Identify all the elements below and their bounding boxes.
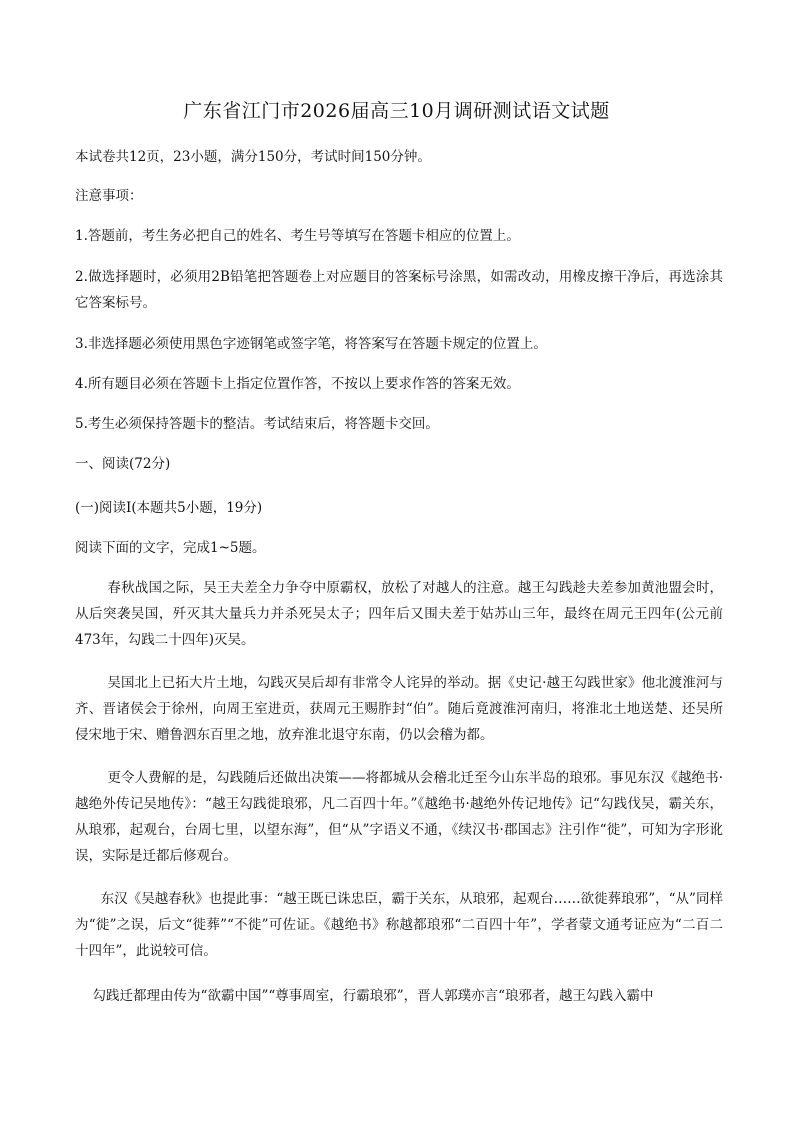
reading-instruction: 阅读下面的文字，完成1~5题。 [75, 540, 266, 556]
reading-paragraph-4: 东汉《吴越春秋》也提此事：“越王既已诛忠臣，霸于关东，从琅邪，起观台……欲徙葬琅邪”，“从”同样为“徙”之误，后文“徙葬”“不徙”可佐证。《越绝书》称越都琅邪“二百四十年”，学者蒙文通考证应为“二百二十四年”，此说较可信。 [75, 891, 723, 959]
notice-heading: 注意事项： [75, 188, 143, 204]
section-heading: 一、阅读(72分) [75, 456, 171, 472]
reading-paragraph-5: 勾践迁都理由传为“欲霸中国”“尊事周室，行霸琅邪”，晋人郭璞亦言“琅邪者，越王勾践入霸中 [92, 988, 654, 1004]
reading-paragraph-3: 更令人费解的是，勾践随后还做出决策——将都城从会稽北迁至今山东半岛的琅邪。事见东汉《越绝书·越绝外传记吴地传》：“越王勾践徙琅邪，凡二百四十年。”《越绝书·越绝外传记地传》记“勾践伐吴，霸关东，从琅邪，起观台，台周七里，以望东海”，但“从”字语义不通，《续汉书·郡国志》注引作“徙”，可知为字形讹误，实际是迁都后修观台。 [75, 770, 723, 864]
page-title: 广东省江门市2026届高三10月调研测试语文试题 [183, 100, 610, 122]
notice-item-4: 4.所有题目必须在答题卡上指定位置作答，不按以上要求作答的答案无效。 [75, 376, 520, 392]
notice-item-1: 1.答题前，考生务必把自己的姓名、考生号等填写在答题卡相应的位置上。 [75, 228, 520, 244]
notice-item-2: 2.做选择题时，必须用2B铅笔把答题卷上对应题目的答案标号涂黑，如需改动，用橡皮擦干净后，再选涂其它答案标号。 [75, 269, 723, 311]
exam-intro: 本试卷共12页，23小题，满分150分，考试时间150分钟。 [75, 149, 431, 165]
subsection-heading: (一)阅读Ⅰ(本题共5小题，19分) [75, 500, 263, 516]
notice-item-3: 3.非选择题必须使用黑色字迹钢笔或签字笔，将答案写在答题卡规定的位置上。 [75, 336, 547, 352]
reading-paragraph-1: 春秋战国之际，吴王夫差全力争夺中原霸权，放松了对越人的注意。越王勾践趁夫差参加黄池盟会时，从后突袭吴国，歼灭其大量兵力并杀死吴太子；四年后又围夫差于姑苏山三年，最终在周元王四年(公元前473年，勾践二十四年)灭吴。 [75, 580, 723, 648]
notice-item-5: 5.考生必须保持答题卡的整洁。考试结束后，将答题卡交回。 [75, 416, 439, 432]
reading-paragraph-2: 吴国北上已拓大片土地，勾践灭吴后却有非常令人诧异的举动。据《史记·越王勾践世家》他北渡淮河与齐、晋诸侯会于徐州，向周王室进贡，获周元王赐胙封“伯”。随后竟渡淮河南归，将淮北土地送楚、还吴所侵宋地于宋、赠鲁泗东百里之地，放弃淮北退守东南，仍以会稽为都。 [75, 675, 723, 743]
